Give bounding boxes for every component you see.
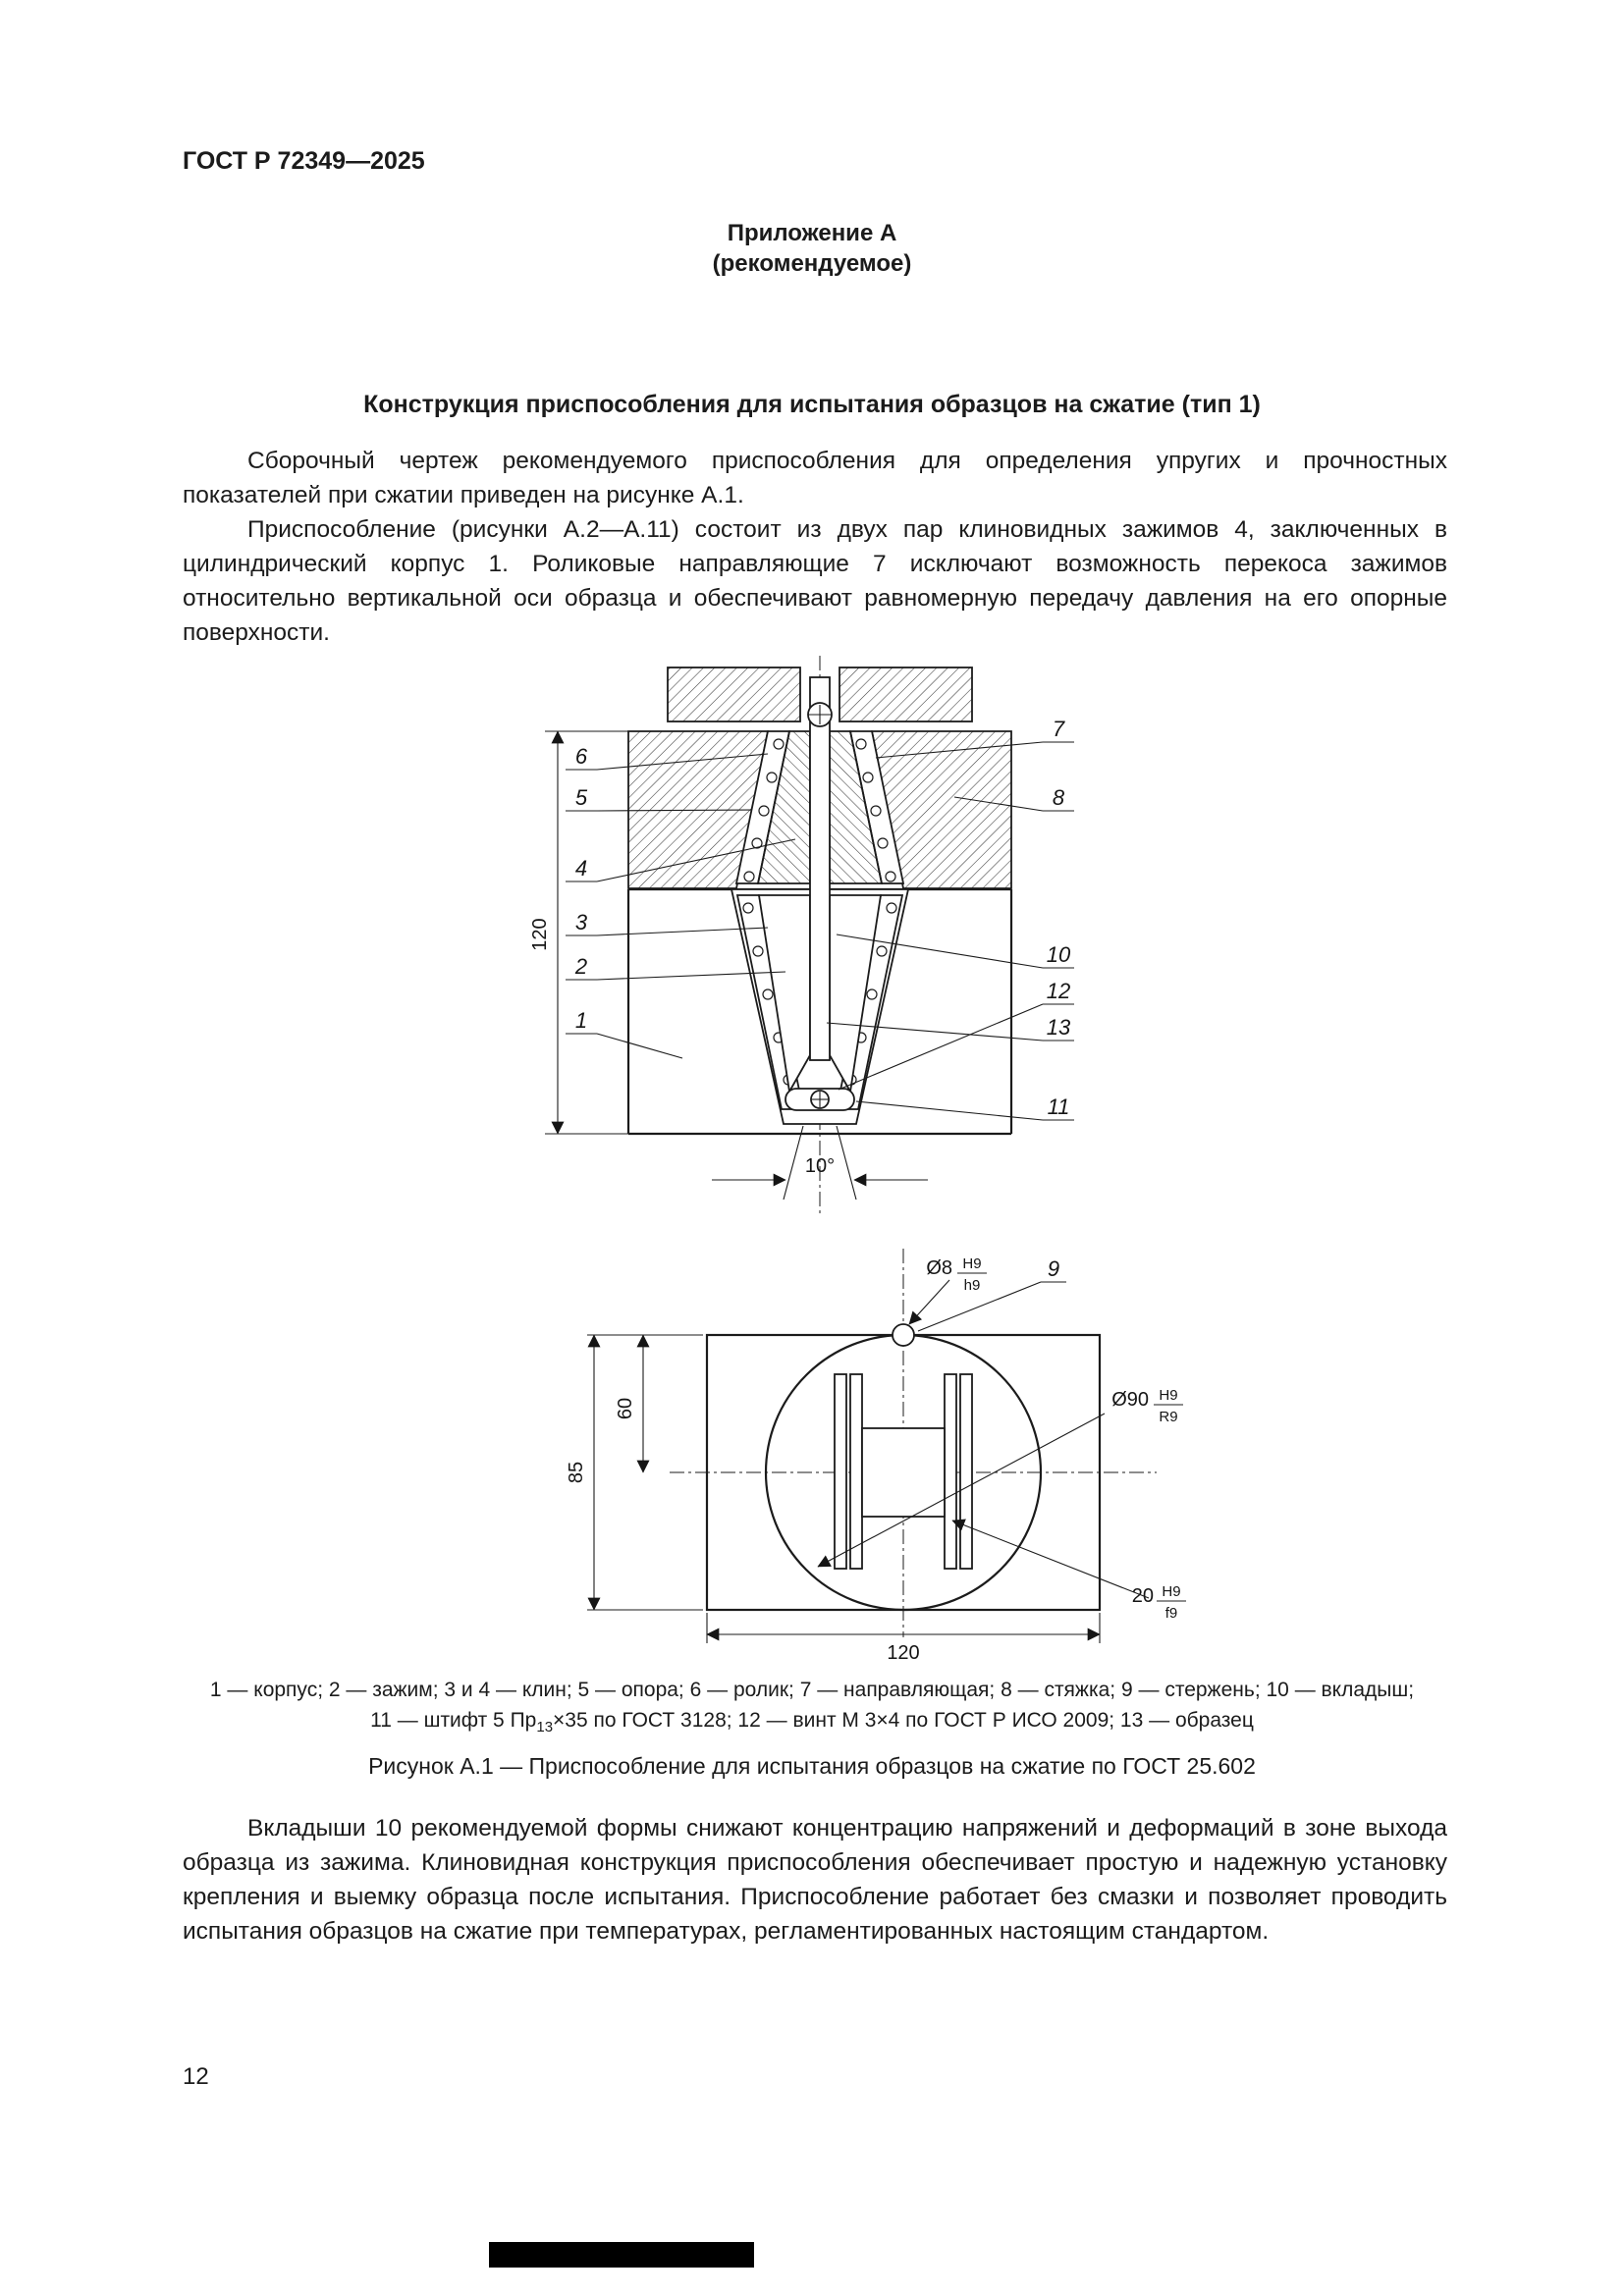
- svg-text:5: 5: [574, 785, 588, 810]
- svg-text:6: 6: [574, 744, 588, 769]
- figure-legend: [147, 1675, 1477, 1742]
- rod-hole: [893, 1324, 914, 1346]
- angle-10-label: 10°: [804, 1155, 836, 1177]
- svg-text:12: 12: [1046, 979, 1071, 1003]
- svg-text:13: 13: [1046, 1015, 1071, 1040]
- assembly-section-drawing: [511, 638, 1119, 1227]
- dim-85-label: 85: [566, 1461, 587, 1484]
- svg-text:7: 7: [1052, 717, 1065, 741]
- svg-text:H9: H9: [1159, 1387, 1178, 1404]
- svg-text:8: 8: [1052, 785, 1065, 810]
- figure-legend-line1: 1 — корпус; 2 — зажим; 3 и 4 — клин; 5 — опора; 6 — ролик; 7 — направляющая; 8 — стяжка; 9 — стержень; 10 — вкладыш;: [209, 1679, 1415, 1701]
- svg-text:h9: h9: [963, 1277, 981, 1294]
- appendix-heading: [0, 218, 1624, 279]
- doc-number-header: ГОСТ Р 72349—2025: [183, 147, 425, 175]
- closing-paragraph: [183, 1811, 1447, 1949]
- bottom-pin: [785, 1089, 854, 1110]
- legend-line2-post: ×35 по ГОСТ 3128; 12 — винт М 3×4 по ГОСТ Р ИСО 2009; 13 — образец: [553, 1709, 1254, 1732]
- intro-paragraphs: [183, 444, 1447, 650]
- top-screw: [808, 703, 832, 726]
- paragraph-1: Сборочный чертеж рекомендуемого приспособления для определения упругих и прочностных показателей при сжатии приведен на рисунке А.1.: [183, 448, 1447, 508]
- dimension-60: [615, 1335, 643, 1472]
- svg-text:11: 11: [1047, 1095, 1070, 1119]
- legend-line2-pre: 11 — штифт 5 Пр: [370, 1709, 537, 1732]
- legend-subscript: [536, 1719, 553, 1735]
- svg-text:2: 2: [574, 954, 588, 979]
- callout-1: [566, 1008, 682, 1058]
- svg-text:f9: f9: [1164, 1605, 1178, 1622]
- label-dia8: [909, 1255, 987, 1324]
- svg-text:4: 4: [574, 856, 588, 881]
- svg-text:10: 10: [1046, 942, 1071, 967]
- svg-text:1: 1: [574, 1008, 588, 1033]
- callout-11: [856, 1095, 1074, 1120]
- paragraph-2: Приспособление (рисунки А.2—А.11) состоит из двух пар клиновидных зажимов 4, заключенных в цилиндрический корпус 1. Роликовые направляющие 7 исключают возможность перекоса зажимов относительно вертикальной оси образца и обеспечивают равномерную передачу давления на его опорные поверхности.: [183, 516, 1447, 646]
- svg-text:H9: H9: [962, 1255, 982, 1272]
- svg-text:Ø90: Ø90: [1111, 1389, 1149, 1411]
- angle-dimension: [712, 1126, 928, 1200]
- svg-text:9: 9: [1047, 1256, 1060, 1281]
- dim-120-width-label: 120: [887, 1642, 920, 1664]
- svg-text:Ø8: Ø8: [926, 1257, 952, 1279]
- page-number: 12: [183, 2063, 209, 2090]
- appendix-note: (рекомендуемое): [712, 250, 912, 277]
- svg-text:3: 3: [574, 910, 588, 934]
- label-20: [952, 1521, 1186, 1622]
- specimen-section: [810, 677, 830, 1060]
- svg-text:R9: R9: [1159, 1409, 1178, 1425]
- paragraph-3: Вкладыши 10 рекомендуемой формы снижают концентрацию напряжений и деформаций в зоне выхода образца из зажима. Клиновидная конструкция приспособления обеспечивает простую и надежную установку крепления и выемку образца после испытания. Приспособление работает без смазки и позволяет проводить испытания образцов на сжатие при температурах, регламентированных настоящим стандартом.: [183, 1815, 1447, 1945]
- section-title: Конструкция приспособления для испытания образцов на сжатие (тип 1): [363, 391, 1261, 418]
- legend-sub-value: 13: [536, 1719, 554, 1736]
- figure-title: Рисунок А.1 — Приспособление для испытания образцов на сжатие по ГОСТ 25.602: [368, 1753, 1256, 1779]
- svg-text:20: 20: [1131, 1585, 1154, 1607]
- svg-text:H9: H9: [1162, 1583, 1181, 1600]
- plan-view-drawing: [511, 1227, 1218, 1669]
- figure-legend-line2: [147, 1705, 1477, 1742]
- scan-artifact-bar: [489, 2242, 754, 2268]
- dim-120-label: 120: [529, 918, 551, 951]
- dim-60-label: 60: [615, 1397, 636, 1420]
- appendix-title: Приложение А: [727, 220, 897, 246]
